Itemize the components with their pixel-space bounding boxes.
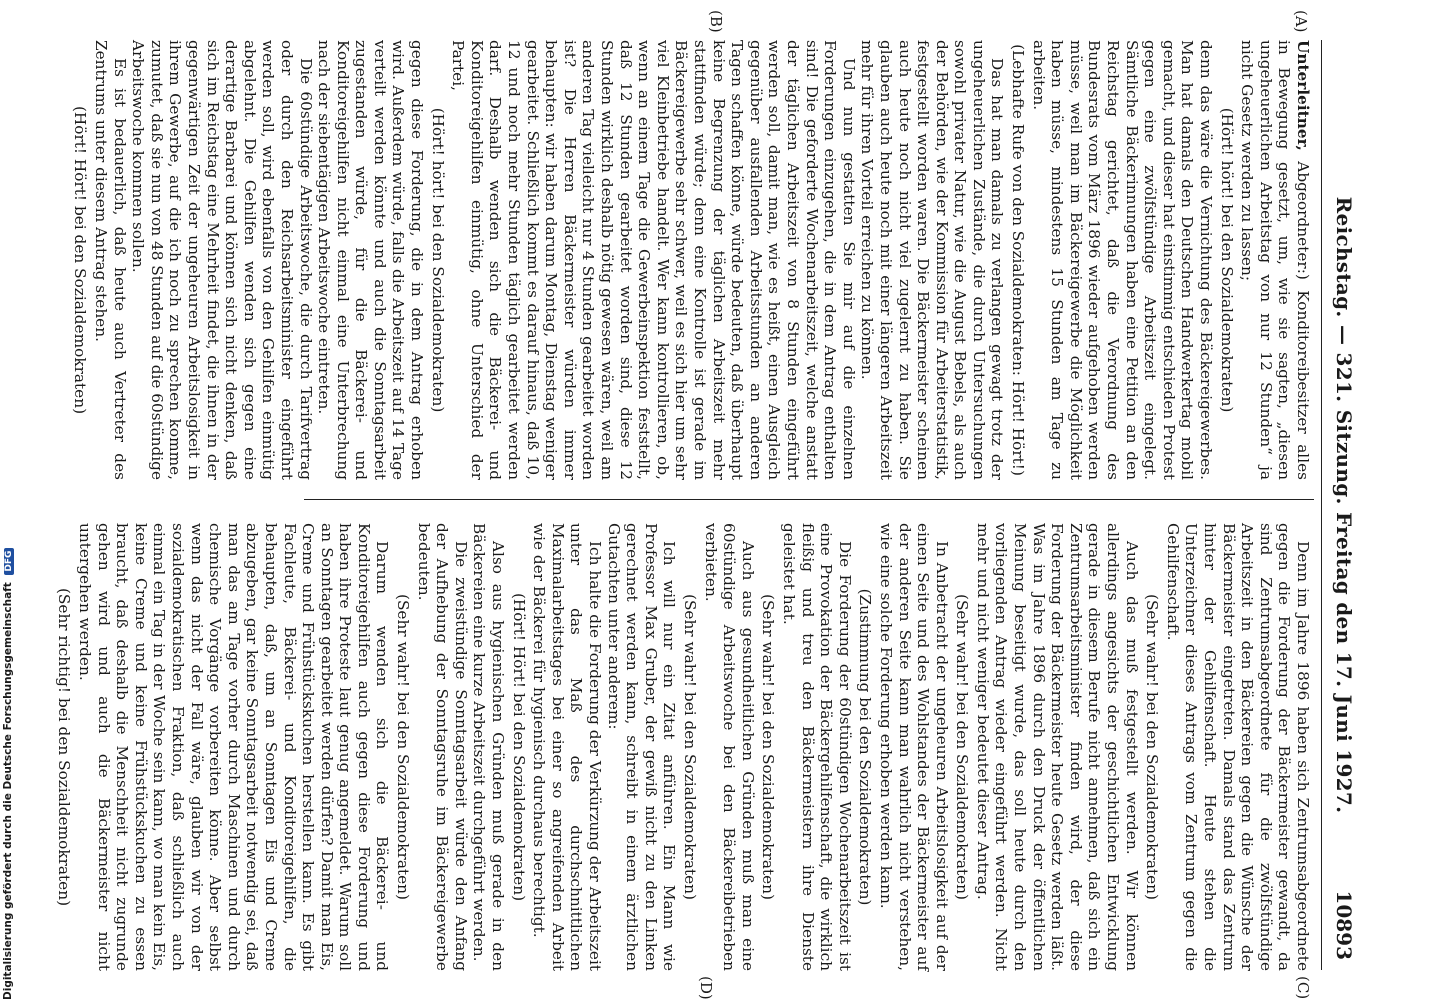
right-interjection <box>1143 523 1162 971</box>
left-paragraph <box>449 40 858 480</box>
paragraph-text: (Hört! hört! bei den Sozialdemokraten) <box>1217 107 1236 413</box>
paragraph-text: Die 60stündige Arbeitswoche, die durch Tarifvertrag oder durch den Reichsarbeitsminister eingeführt werden soll, wird ebenfalls von den Gehilfen einmütig abgelehnt. Die Gehilfen wenden sich gegen eine derartige Barbarei und können sich nicht denken, daß sich im Reichstag eine Mehrheit findet, die ihnen in der gegenwärtigen Zeit der ungeheuren Arbeitslosigkeit in ihrem Gewerbe, auf die ich noch zu sprechen komme, zumutet, daß sie nun von 48 Stunden auf die 60stündige Arbeitswoche kommen sollen. <box>129 40 315 480</box>
paragraph-text: Darum wenden sich die Bäckerei- und Konditoreigehilfen auch gegen diese Forderung und haben ihre Proteste laut genug angemeldet. Warum soll an Sonntagen gearbeitet werden dürfen? Damit man Eis, Creme und Frühstückskuchen herstellen kann. Es gibt Fachleute, Bäckerei- und Konditoreigehilfen, die behaupten, daß, um an Sonntagen Eis und Creme abzugeben, gar keine Sonntagsarbeit notwendig sei, daß man das am Tage vorher durch Maschinen und durch chemische Vorgänge vorbereiten könne. Aber selbst wenn das nicht der Fall wäre, glauben wir von der sozialdemokratischen Fraktion, daß schließlich auch einmal ein Tag in der Woche sein kann, wo man kein Eis, keine Creme und keine Frühstückskuchen zu essen braucht, daß deshalb die Menschheit nicht zugrunde gehen wird und auch die Bäckermeister nicht untergehen werden. <box>76 523 392 971</box>
paragraph-text: (Zustimmung bei den Sozialdemokraten) <box>856 588 875 906</box>
paragraph-text: Ich will nur ein Zitat anführen. Ein Mann wie Professor Max Gruber, der gewiß nicht zu den Linken gerechnet werden kann, schreibt in einem ärztlichen Gutachten unter anderem: <box>604 523 679 971</box>
right-paragraph <box>876 523 950 971</box>
margin-mark-a: (A) <box>1292 10 1310 33</box>
margin-mark-b: (B) <box>707 10 725 33</box>
credit-text: Digitalisierung gefördert durch die Deutsche Forschungsgemeinschaft <box>2 582 14 1000</box>
right-interjection <box>856 523 875 971</box>
right-paragraph <box>701 523 757 971</box>
left-column <box>69 40 1312 480</box>
column-divider <box>304 499 1314 500</box>
digitization-credit <box>2 0 14 1000</box>
margin-mark-d: (D) <box>697 976 715 1000</box>
right-paragraph <box>414 523 470 971</box>
right-paragraph <box>973 523 1140 971</box>
paragraph-text: (Sehr wahr! bei den Sozialdemokraten) <box>759 593 778 900</box>
paragraph-text: Ich halte die Forderung der Verkürzung der Arbeitszeit unter das Maß des durchschnittlichen Maximalarbeitstages bei einer so angreifenden Arbeit wie der Bäckerei für hygienisch durchaus berechtigt. <box>530 523 605 971</box>
right-interjection <box>509 523 528 971</box>
right-paragraph <box>470 523 507 971</box>
paragraph-text: Das hat man damals zu verlangen gewagt trotz der ungeheuerlichen Zustände, die durch Untersuchungen sowohl privater Natur, wie die August Bebels, als auch der Behörden, wie der Kommission für Arbeiterstatistik, festgestellt worden waren. Die Bäckermeister scheinen auch heute noch nicht viel zugelernt zu haben. Sie glauben auch heute noch mit einer längeren Arbeitszeit mehr für ihren Vorteil erreichen zu können. <box>858 40 1007 480</box>
paragraph-text: (Sehr richtig! bei den Sozialdemokraten) <box>55 587 74 907</box>
header-rule <box>1321 40 1322 970</box>
left-paragraph <box>1029 40 1215 480</box>
dfg-logo: DFG <box>4 548 14 575</box>
right-interjection <box>55 523 74 971</box>
paragraph-text: (Sehr wahr! bei den Sozialdemokraten) <box>394 593 413 900</box>
left-interjection <box>428 40 447 480</box>
page-number: 10893 <box>1332 890 1356 960</box>
paragraph-text: Und nun gestatten Sie mir auf die einzelnen Forderungen einzugehen, die in dem Antrag enthalten sind! Die geforderte Wochenarbeitszeit, welche anstatt der täglichen Arbeitszeit von 8 Stunden eingeführt werden soll, damit man, wie es heißt, einen Ausgleich gegenüber ausfallenden Arbeitsstunden an anderen Tagen schaffen könne, würde bedeuten, daß überhaupt keine Begrenzung der täglichen Arbeitszeit mehr stattfinden würde; denn eine Kontrolle ist gerade im Bäckereigewerbe sehr schwer, weil es sich hier um sehr viel Kleinbetriebe handelt. Wer kann kontrollieren, ob, wenn an einem Tage die Gewerbeinspektion feststellt, daß 12 Stunden gearbeitet worden sind, diese 12 Stunden wirklich deshalb nötig gewesen wären, weil am anderen Tag vielleicht nur 4 Stunden gearbeitet worden ist? Die Herren Bäckermeister würden immer behaupten: wir haben darum Montag, Dienstag weniger gearbeitet. Schließlich kommt es darauf hinaus, daß 10, 12 und noch mehr Stunden täglich gearbeitet werden darf. Deshalb wenden sich die Bäckerei- und Konditoreigehilfen einmütig, ohne Unterschied der Partei, <box>449 40 858 480</box>
paragraph-text: Denn im Jahre 1896 haben sich Zentrumsabgeordnete gegen die Forderung der Bäckermeister gewandt, da sind Zentrumsabgeordnete für die zwölfstündige Arbeitszeit in den Bäckereien gegen die Wünsche der Bäckermeister eingetreten. Damals stand das Zentrum hinter der Gehilfenschaft. Heute stehen die Unterzeichner dieses Antrags vom Zentrum gegen die Gehilfenschaft. <box>1163 523 1312 971</box>
paragraph-text: (Lebhafte Rufe von den Sozialdemokraten: Hört! Hört!) <box>1009 44 1028 476</box>
right-paragraph <box>530 523 604 971</box>
left-interjection <box>1217 40 1236 480</box>
right-paragraph <box>1163 523 1312 971</box>
left-paragraph <box>315 40 427 480</box>
paragraph-text: Die Forderung der 60stündigen Wochenarbeitszeit ist eine Provokation der Bäckergehilfenschaft, die wirklich fleißig und treu den Bäckermeistern ihre Dienste geleistet hat. <box>779 523 854 971</box>
page-header <box>1324 50 1358 960</box>
right-interjection <box>759 523 778 971</box>
left-interjection <box>71 40 90 480</box>
paragraph-text: Es ist bedauerlich, daß heute auch Vertreter des Zentrums unter diesem Antrag stehen. <box>92 40 129 480</box>
paragraph-text: (Sehr wahr! bei den Sozialdemokraten) <box>681 593 699 900</box>
paragraph-text: Auch aus gesundheitlichen Gründen muß man eine 60stündige Arbeitswoche bei den Bäckereibetrieben verbieten. <box>701 523 757 971</box>
margin-mark-c: (C) <box>1294 976 1312 1000</box>
left-interjection <box>1009 40 1028 480</box>
left-paragraph <box>1238 40 1312 480</box>
paragraph-text: Auch das muß festgestellt werden. Wir können allerdings angesichts der geschichtlichen Entwicklung gerade in diesem Berufe nicht annehmen, daß sich ein Zentrumsarbeitsminister finden wird, der diese Forderung der Bäckermeister heute Gesetz werden läßt. Was im Jahre 1896 durch den Druck der öffentlichen Meinung beseitigt wurde, das soll heute durch den vorliegenden Antrag wieder eingeführt werden. Nicht mehr und nicht weniger bedeutet dieser Antrag. <box>973 523 1141 971</box>
speaker-name: Unterleitner, <box>1294 40 1312 151</box>
paragraph-text: In Anbetracht der ungeheuren Arbeitslosigkeit auf der einen Seite und des Wohlstandes der Bäckermeister auf der anderen Seite kann man wahrlich nicht verstehen, wie eine solche Forderung erhoben werden kann. <box>876 523 951 971</box>
right-interjection <box>953 523 972 971</box>
paragraph-text: (Hört! Hört! bei den Sozialdemokraten) <box>71 105 90 415</box>
paragraph-text: (Hört! Hört! bei den Sozialdemokraten) <box>509 592 528 902</box>
right-paragraph <box>779 523 853 971</box>
left-paragraph <box>129 40 315 480</box>
right-paragraph <box>75 523 391 971</box>
paragraph-text: Abgeordneter:) Konditoreibesitzer alles in Bewegung gesetzt, um, wie sie sagten, „diesen ungeheuerlichen Arbeitstag von nur 12 Stunden“ ja nicht Gesetz werden zu lassen; <box>1238 40 1312 480</box>
paragraph-text: (Sehr wahr! bei den Sozialdemokraten) <box>1143 593 1162 900</box>
right-interjection <box>680 523 699 971</box>
left-paragraph <box>858 40 1007 480</box>
paragraph-text: (Hört! hört! bei den Sozialdemokraten) <box>428 107 447 413</box>
paragraph-text: Die zweistündige Sonntagsarbeit würde den Anfang der Aufhebung der Sonntagsruhe im Bäckereigewerbe bedeuten. <box>414 523 470 971</box>
left-paragraph <box>91 40 128 480</box>
paragraph-text: (Sehr wahr! bei den Sozialdemokraten) <box>953 593 972 900</box>
right-interjection <box>394 523 413 971</box>
running-title: Reichstag. — 321. Sitzung. Freitag den 17. Juni 1927. <box>1332 196 1356 814</box>
paragraph-text: Also aus hygienischen Gründen muß gerade in den Bäckereien eine kurze Arbeitszeit durchgeführt werden. <box>470 523 508 971</box>
paragraph-text: denn das wäre die Vernichtung des Bäckereigewerbes. Man hat damals den Deutschen Handwerkertag mobil gemacht, und dieser hat einstimmig entschieden Protest gegen eine zwölfstündige Arbeitszeit eingelegt. Sämtliche Bäckerinnungen haben eine Petition an den Reichstag gerichtet, daß die Verordnung des Bundesrats vom März 1896 wieder aufgehoben werden müsse, weil man im Bäckereigewerbe die Möglichkeit haben müsse, mindestens 15 Stunden am Tage zu arbeiten. <box>1029 40 1216 480</box>
right-paragraph <box>604 523 678 971</box>
paragraph-text: gegen diese Forderung, die in dem Antrag erhoben wird. Außerdem würde, falls die Arbeitszeit auf 14 Tage verteilt werden könnte und auch die Sonntagsarbeit zugestanden würde, für die Bäckerei- und Konditoreigehilfen nicht einmal eine Unterbrechung nach der siebentägigen Arbeitswoche eintreten. <box>315 40 427 480</box>
right-column <box>53 523 1312 971</box>
